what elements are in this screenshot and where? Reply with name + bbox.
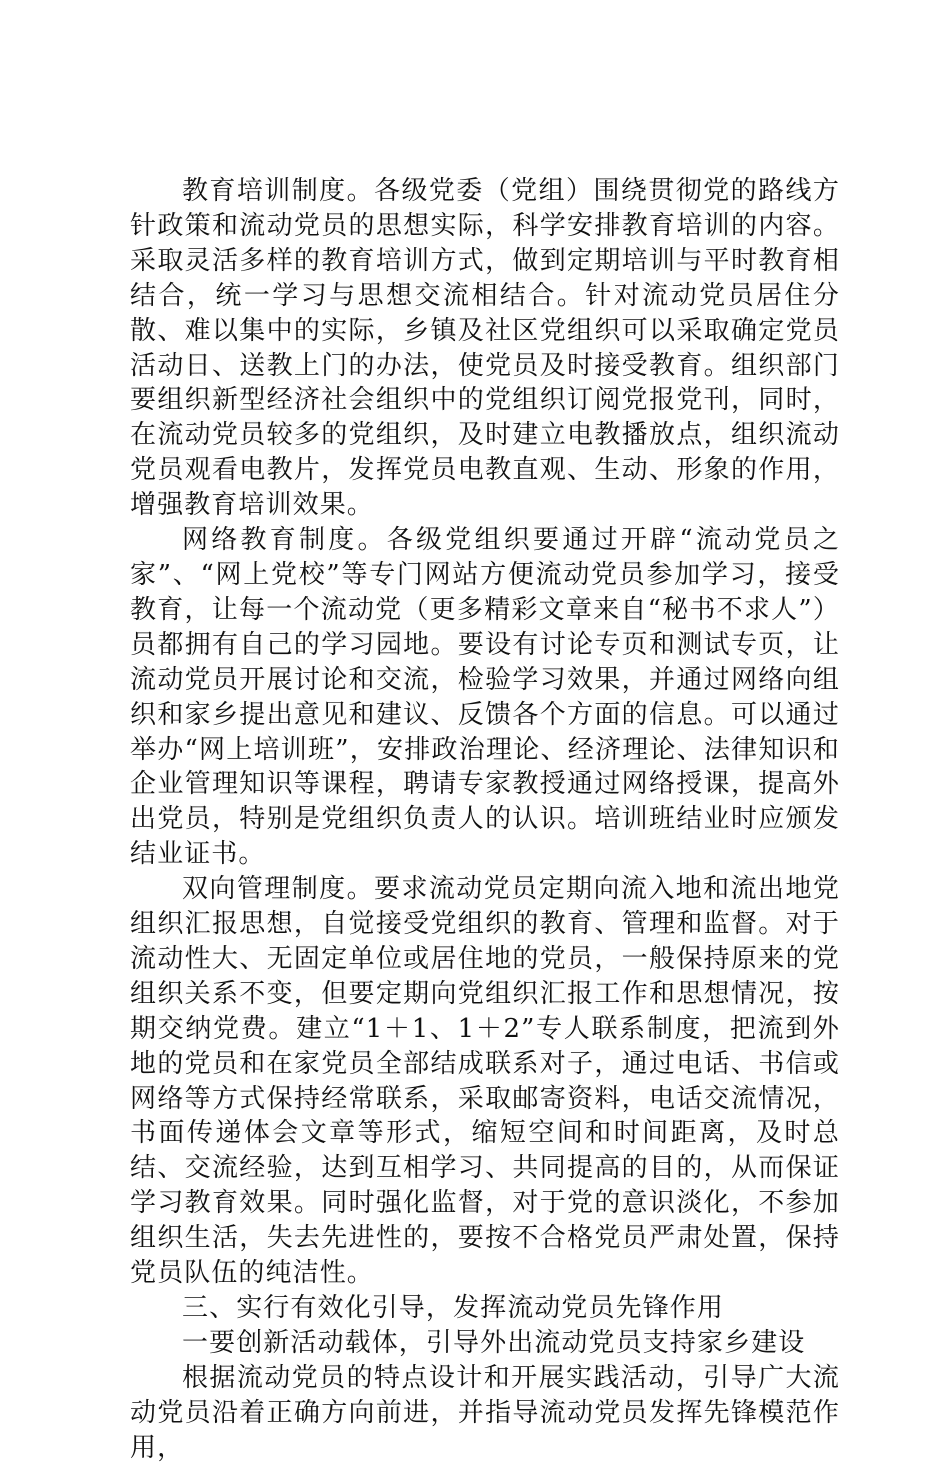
section-heading: 三、实行有效化引导，发挥流动党员先锋作用 <box>182 1293 725 1323</box>
paragraph-network-education: 网络教育制度。各级党组织要通过开辟“流动党员之家”、“网上党校”等专门网站方便流动党员参加学习，接受教育，让每一个流动党（更多精彩文章来自“秘书不求人”）员都拥有自己的学习园地。要设有讨论专页和测试专页，让流动党员开展讨论和交流，检验学习效果，并通过网络向组织和家乡提出意见和建议、反馈各个方面的信息。可以通过举办“网上培训班”，安排政治理论、经济理论、法律知识和企业管理知识等课程，聘请专家教授通过网络授课，提高外出党员，特别是党组织负责人的认识。培训班结业时应颁发结业证书。 <box>130 525 840 870</box>
paragraph-education-training: 教育培训制度。各级党委（党组）围绕贯彻党的路线方针政策和流动党员的思想实际，科学安排教育培训的内容。采取灵活多样的教育培训方式，做到定期培训与平时教育相结合，统一学习与思想交流相结合。针对流动党员居住分散、难以集中的实际，乡镇及社区党组织可以采取确定党员活动日、送教上门的办法，使党员及时接受教育。组织部门要组织新型经济社会组织中的党组织订阅党报党刊，同时，在流动党员较多的党组织，及时建立电教播放点，组织流动党员观看电教片，发挥党员电教直观、生动、形象的作用，增强教育培训效果。 <box>130 176 840 521</box>
subsection-heading: 一要创新活动载体，引导外出流动党员支持家乡建设 <box>182 1327 806 1358</box>
paragraph-practice-activities: 根据流动党员的特点设计和开展实践活动，引导广大流动党员沿着正确方向前进，并指导流动党员发挥先锋模范作用， <box>130 1362 840 1463</box>
document-body <box>130 174 840 1466</box>
paragraph-two-way-management: 双向管理制度。要求流动党员定期向流入地和流出地党组织汇报思想，自觉接受党组织的教育、管理和监督。对于流动性大、无固定单位或居住地的党员，一般保持原来的党组织关系不变，但要定期向党组织汇报工作和思想情况，按期交纳党费。建立“1＋1、1＋2”专人联系制度，把流到外地的党员和在家党员全部结成联系对子，通过电话、书信或网络等方式保持经常联系，采取邮寄资料，电话交流情况，书面传递体会文章等形式，缩短空间和时间距离，及时总结、交流经验，达到互相学习、共同提高的目的，从而保证学习教育效果。同时强化监督，对于党的意识淡化，不参加组织生活，失去先进性的，要按不合格党员严肃处置，保持党员队伍的纯洁性。 <box>130 874 840 1289</box>
